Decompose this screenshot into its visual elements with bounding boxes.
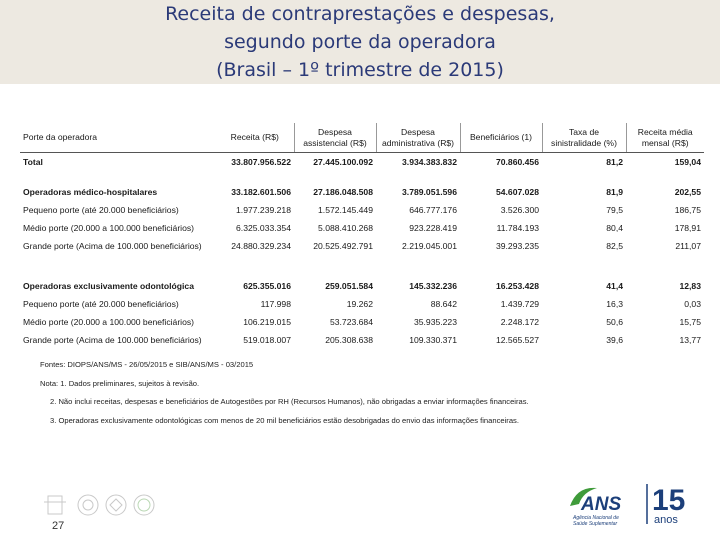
title-line-3: (Brasil – 1º trimestre de 2015) bbox=[216, 59, 504, 81]
title-line-1: Receita de contraprestações e despesas, bbox=[165, 3, 555, 25]
spacer-row bbox=[20, 171, 704, 183]
cell: 41,4 bbox=[606, 281, 623, 291]
anniversary-word: anos bbox=[654, 514, 678, 526]
cell: 81,2 bbox=[542, 153, 626, 172]
cell: 106.219.015 bbox=[243, 317, 291, 327]
col-header-desp-admin: Despesa administrativa (R$) bbox=[376, 123, 460, 153]
cell: 519.018.007 bbox=[243, 335, 291, 345]
table-row bbox=[20, 219, 704, 237]
cell: 211,07 bbox=[675, 241, 701, 251]
source-note: Fontes: DIOPS/ANS/MS - 26/05/2015 e SIB/ANS/MS - 03/2015 bbox=[40, 360, 254, 369]
table-row bbox=[20, 183, 704, 201]
cell: Total bbox=[20, 153, 216, 172]
page-number: 27 bbox=[52, 520, 65, 532]
cell: 6.325.033.354 bbox=[236, 223, 291, 233]
ans-subtitle-2: Saúde Suplementar bbox=[573, 521, 618, 527]
cell: 1.977.239.218 bbox=[236, 205, 291, 215]
cell: 39,6 bbox=[606, 335, 623, 345]
table-row-total bbox=[20, 153, 704, 172]
cell: 145.332.236 bbox=[409, 281, 457, 291]
ans-text: ANS bbox=[581, 494, 622, 515]
cell: 24.880.329.234 bbox=[231, 241, 291, 251]
table-row bbox=[20, 331, 704, 349]
col-header-sinistralidade: Taxa de sinistralidade (%) bbox=[542, 123, 626, 153]
spacer-row bbox=[20, 255, 704, 277]
cell: 12.565.527 bbox=[495, 335, 539, 345]
cell: 117.998 bbox=[260, 299, 291, 309]
cell: 82,5 bbox=[606, 241, 623, 251]
cell: 646.777.176 bbox=[409, 205, 457, 215]
cell: 13,77 bbox=[679, 335, 701, 345]
note-1: Nota: 1. Dados preliminares, sujeitos à revisão. bbox=[40, 378, 200, 388]
table-row bbox=[20, 237, 704, 255]
cell: Pequeno porte (até 20.000 beneficiários) bbox=[23, 205, 179, 215]
cell: 54.607.028 bbox=[495, 187, 539, 197]
cell: 79,5 bbox=[606, 205, 623, 215]
cell: 53.723.684 bbox=[329, 317, 373, 327]
cell: 16.253.428 bbox=[495, 281, 539, 291]
col-header-porte: Porte da operadora bbox=[20, 123, 216, 153]
cell: 109.330.371 bbox=[409, 335, 457, 345]
cell: 80,4 bbox=[606, 223, 623, 233]
cell: 205.308.638 bbox=[325, 335, 373, 345]
cell: Operadoras médico-hospitalares bbox=[23, 187, 158, 197]
cell: 178,91 bbox=[674, 223, 701, 233]
cell: 5.088.410.268 bbox=[318, 223, 373, 233]
title-line-2: segundo porte da operadora bbox=[224, 31, 496, 53]
cell: 70.860.456 bbox=[460, 153, 542, 172]
cell: 625.355.016 bbox=[243, 281, 291, 291]
partner-logos-icon bbox=[40, 490, 160, 522]
table-header-row bbox=[20, 123, 704, 153]
cell: 186,75 bbox=[674, 205, 701, 215]
cell: 35.935.223 bbox=[413, 317, 457, 327]
cell: 15,75 bbox=[679, 317, 701, 327]
cell: Operadoras exclusivamente odontológica bbox=[23, 281, 194, 291]
cell: 16,3 bbox=[606, 299, 623, 309]
cell: Grande porte (Acima de 100.000 beneficiários) bbox=[23, 241, 202, 251]
cell: 11.784.193 bbox=[496, 223, 539, 233]
cell: 1.439.729 bbox=[500, 299, 539, 309]
cell: Médio porte (20.000 a 100.000 beneficiários) bbox=[23, 223, 195, 233]
col-header-receita-media: Receita média mensal (R$) bbox=[626, 123, 704, 153]
table-row bbox=[20, 295, 704, 313]
table-notes bbox=[40, 356, 529, 430]
cell: 27.445.100.092 bbox=[294, 153, 376, 172]
cell: Médio porte (20.000 a 100.000 beneficiários) bbox=[23, 317, 195, 327]
cell: 259.051.584 bbox=[325, 281, 373, 291]
cell: 159,04 bbox=[626, 153, 704, 172]
cell: Grande porte (Acima de 100.000 beneficiários) bbox=[23, 335, 202, 345]
cell: 3.526.300 bbox=[500, 205, 539, 215]
cell: 88.642 bbox=[430, 299, 457, 309]
table-row bbox=[20, 277, 704, 295]
cell: 19.262 bbox=[346, 299, 373, 309]
table-row bbox=[20, 313, 704, 331]
cell: 3.934.383.832 bbox=[376, 153, 460, 172]
page-title bbox=[0, 0, 720, 84]
revenue-table bbox=[20, 123, 704, 349]
cell: 50,6 bbox=[606, 317, 623, 327]
cell: 923.228.419 bbox=[409, 223, 457, 233]
cell: 2.248.172 bbox=[500, 317, 539, 327]
col-header-beneficiarios: Beneficiários (1) bbox=[460, 123, 542, 153]
note-2: 2. Não inclui receitas, despesas e beneficiários de Autogestões por RH (Recursos Humanos), não obrigadas a enviar informações financeiras. bbox=[50, 397, 529, 406]
cell: 39.293.235 bbox=[495, 241, 539, 251]
cell: 1.572.145.449 bbox=[318, 205, 373, 215]
cell: 33.807.956.522 bbox=[216, 153, 294, 172]
cell: 3.789.051.596 bbox=[402, 187, 457, 197]
cell: 12,83 bbox=[679, 281, 701, 291]
cell: 20.525.492.791 bbox=[313, 241, 373, 251]
cell: 2.219.045.001 bbox=[402, 241, 457, 251]
col-header-desp-assist: Despesa assistencial (R$) bbox=[294, 123, 376, 153]
cell: 202,55 bbox=[674, 187, 701, 197]
ans-subtitle-1: Agência Nacional de bbox=[573, 515, 619, 521]
cell: 33.182.601.506 bbox=[231, 187, 291, 197]
cell: Pequeno porte (até 20.000 beneficiários) bbox=[23, 299, 179, 309]
cell: 0,03 bbox=[684, 299, 701, 309]
table-row bbox=[20, 201, 704, 219]
ans-15-anos-logo bbox=[565, 478, 695, 528]
note-3: 3. Operadoras exclusivamente odontológicas com menos de 20 mil beneficiários estão desobrigadas do envio das informações financeiras. bbox=[50, 415, 519, 425]
anniversary-number: 15 bbox=[652, 484, 686, 517]
col-header-receita: Receita (R$) bbox=[216, 123, 294, 153]
cell: 81,9 bbox=[606, 187, 623, 197]
cell: 27.186.048.508 bbox=[313, 187, 373, 197]
